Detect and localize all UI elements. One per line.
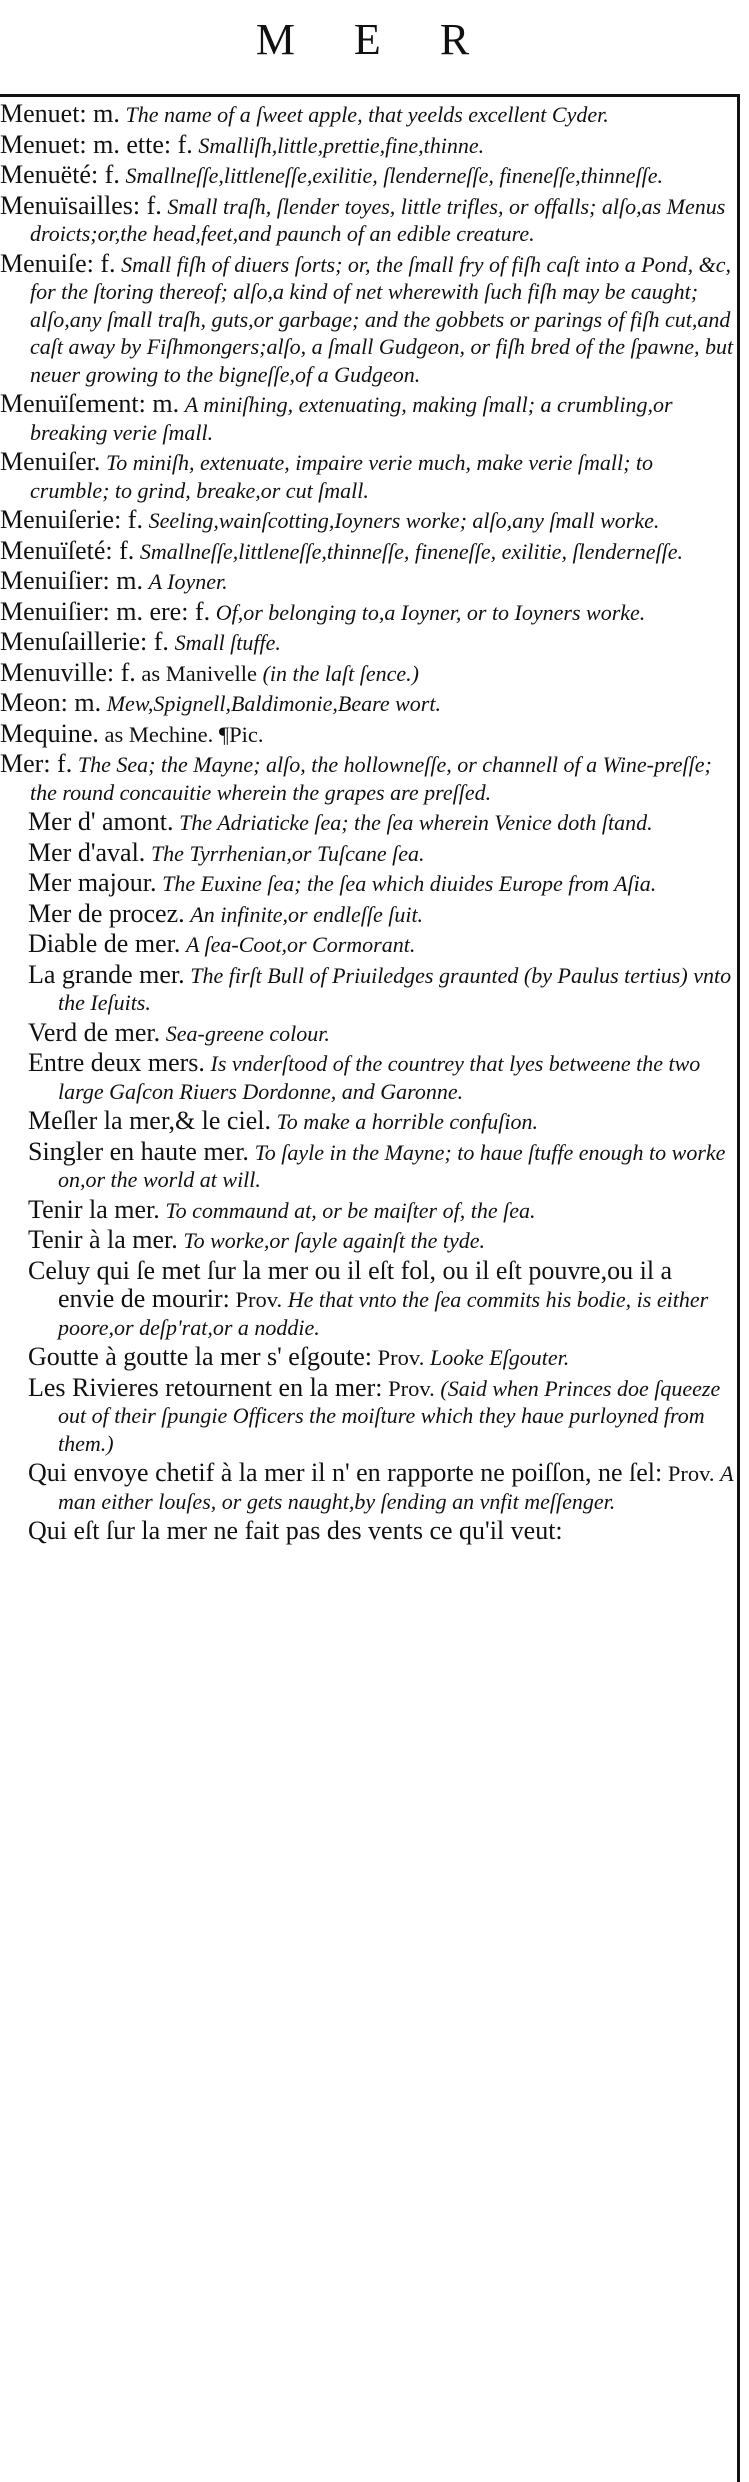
header-rule — [0, 94, 740, 97]
entry-headword: Celuy qui ſe met ſur la mer ou il eſt fol, ou il eſt pouvre,ou il a envie de mourir: — [28, 1255, 673, 1313]
entry-headword: La grande mer. — [28, 959, 185, 989]
dictionary-entry — [0, 1257, 734, 1342]
dictionary-entry — [0, 390, 734, 446]
entry-definition: Of,or belonging to,a Ioyner, or to Ioyners worke. — [215, 599, 646, 625]
entry-definition: Small ſtuffe. — [174, 630, 281, 655]
dictionary-entry — [0, 961, 734, 1017]
dictionary-entry — [0, 250, 734, 389]
entry-headword: Mer d'aval. — [28, 837, 146, 867]
page-header: M E R — [255, 15, 494, 64]
entry-definition: To make a horrible confuſion. — [276, 1109, 538, 1134]
entry-grammar: as Mechine. ¶Pic. — [104, 721, 264, 747]
entry-definition: To worke,or ſayle againſt the tyde. — [183, 1228, 486, 1253]
entry-headword: Menuiſier: m. — [0, 566, 143, 595]
entry-definition: Small traſh, ſlender toyes, little trifles, or offalls; alſo,as Menus droicts;or,the head,feet,and paunch of an edible creature. — [30, 193, 726, 246]
entry-definition: Smallneſſe,littleneſſe,exilitie, ſlenderneſſe, fineneſſe,thinneſſe. — [125, 163, 664, 188]
entry-headword: Diable de mer. — [28, 929, 181, 958]
entry-list — [0, 100, 734, 1548]
entry-headword: Entre deux mers. — [28, 1048, 205, 1077]
entry-headword: Menuïſement: m. — [0, 389, 180, 418]
entry-definition: Seeling,wainſcotting,Ioyners worke; alſo,any ſmall worke. — [148, 508, 660, 533]
dictionary-entry — [0, 192, 734, 248]
entry-definition: Looke Eſgouter. — [429, 1345, 570, 1370]
dictionary-entry — [0, 720, 734, 749]
entry-headword: Singler en haute mer. — [28, 1136, 249, 1166]
dictionary-entry — [0, 100, 734, 129]
dictionary-entry — [0, 131, 734, 160]
dictionary-entry — [0, 598, 734, 627]
dictionary-entry — [0, 1019, 734, 1048]
entry-definition: A man either louſes, or gets naught,by ſending an vnfit meſſenger. — [58, 1461, 734, 1514]
entry-headword: Tenir la mer. — [28, 1194, 160, 1224]
dictionary-entry — [0, 659, 734, 688]
dictionary-entry — [0, 900, 734, 929]
entry-definition: Smallneſſe,littleneſſe,thinneſſe, fineneſſe, exilitie, ſlenderneſſe. — [139, 538, 684, 564]
dictionary-entry — [0, 689, 734, 718]
entry-headword: Mequine. — [0, 718, 99, 748]
entry-definition: Is vnderſtood of the countrey that lyes betweene the two large Gaſcon Riuers Dordonne, and Garonne. — [58, 1051, 701, 1104]
dictionary-entry — [0, 1196, 734, 1225]
entry-headword: Menuiſier: m. ere: f. — [0, 596, 211, 626]
entry-definition: Sea-greene colour. — [165, 1020, 330, 1046]
dictionary-entry — [0, 1107, 734, 1136]
entry-definition: The Euxine ſea; the ſea which diuides Europe from Aſia. — [162, 871, 657, 896]
dictionary-entry — [0, 839, 734, 868]
entry-headword: Menuet: m. — [0, 99, 120, 128]
entry-definition: (in the laſt ſence.) — [262, 660, 419, 686]
entry-headword: Tenir à la mer. — [28, 1225, 178, 1254]
entry-headword: Qui eſt ſur la mer ne fait pas des vents ce qu'il veut: — [28, 1516, 563, 1545]
entry-definition: The Tyrrhenian,or Tuſcane ſea. — [150, 840, 425, 866]
entry-headword: Meon: m. — [0, 688, 102, 717]
dictionary-entry — [0, 1459, 734, 1515]
entry-grammar: Prov. — [235, 1287, 283, 1312]
entry-headword: Goutte à goutte la mer s' eſgoute: — [28, 1342, 373, 1371]
dictionary-entry — [0, 1517, 734, 1546]
entry-definition: (Said when Princes doe ſqueeze out of their ſpungie Officers the moiſture which they haue purloyned from them.) — [58, 1375, 721, 1456]
entry-headword: Menuville: f. — [0, 657, 136, 687]
entry-definition: Mew,Spignell,Baldimonie,Beare wort. — [106, 691, 441, 716]
entry-definition: To ſayle in the Mayne; to haue ſtuffe enough to worke on,or the world at will. — [58, 1139, 726, 1192]
dictionary-entry — [0, 567, 734, 596]
entry-definition: A ſea-Coot,or Cormorant. — [185, 932, 416, 957]
entry-headword: Menuïsailles: f. — [0, 190, 162, 220]
dictionary-entry — [0, 808, 734, 837]
entry-definition: Small fiſh of diuers ſorts; or, the ſmall fry of fiſh caſt into a Pond, &c, for the ſtoring thereof; alſo,a kind of net wherewith ſuch fiſh may be caught; alſo,any ſmall traſh, guts,or garbage; and the gobbets or parings of fiſh cut,and caſt away by Fiſhmongers;alſo, a ſmall Gudgeon, or fiſh bred of the ſpawne, but neuer growing to the bigneſſe,of a Gudgeon. — [30, 251, 734, 387]
entry-definition: He that vnto the ſea commits his bodie, is either poore,or deſp'rat,or a noddie. — [58, 1287, 709, 1340]
entry-definition: Smalliſh,little,prettie,fine,thinne. — [198, 132, 485, 158]
entry-headword: Qui envoye chetif à la mer il n' en rapporte ne poiſſon, ne ſel: — [28, 1458, 663, 1487]
entry-definition: To miniſh, extenuate, impaire verie much, make verie ſmall; to crumble; to grind, breake,or cut ſmall. — [30, 450, 654, 503]
entry-definition: The firſt Bull of Priuiledges graunted (by Paulus tertius) vnto the Ieſuits. — [58, 962, 732, 1015]
dictionary-entry — [0, 506, 734, 535]
entry-headword: Menuiſerie: f. — [0, 505, 143, 534]
dictionary-entry — [0, 750, 734, 806]
dictionary-entry — [0, 930, 734, 959]
dictionary-entry — [0, 537, 734, 566]
entry-headword: Mer de procez. — [28, 898, 185, 928]
dictionary-entry — [0, 1138, 734, 1194]
entry-definition: An infinite,or endleſſe ſuit. — [190, 901, 424, 927]
entry-definition: The Sea; the Mayne; alſo, the hollowneſſe, or channell of a Wine-preſſe; the round concauitie wherein the grapes are preſſed. — [30, 752, 712, 805]
entry-headword: Mer majour. — [28, 868, 157, 897]
entry-headword: Menuiſer. — [0, 447, 101, 476]
entry-definition: To commaund at, or be maiſter of, the ſea. — [165, 1197, 536, 1223]
entry-headword: Menuïſeté: f. — [0, 535, 135, 565]
dictionary-entry — [0, 161, 734, 190]
dictionary-entry — [0, 1049, 734, 1105]
dictionary-entry — [0, 869, 734, 898]
entry-grammar: Prov. — [377, 1345, 425, 1370]
entry-headword: Les Rivieres retournent en la mer: — [28, 1372, 383, 1402]
entry-headword: Menuëté: f. — [0, 160, 120, 189]
entry-definition: The name of a ſweet apple, that yeelds excellent Cyder. — [125, 102, 609, 127]
column-rule — [737, 94, 740, 2482]
entry-headword: Mer d' amont. — [28, 807, 174, 836]
entry-definition: The Adriaticke ſea; the ſea wherein Venice doth ſtand. — [179, 810, 653, 835]
entry-grammar: Prov. — [388, 1375, 435, 1401]
entry-grammar: Prov. — [667, 1461, 715, 1486]
entry-headword: Menuſaillerie: f. — [0, 627, 169, 656]
entry-headword: Menuet: m. ette: f. — [0, 129, 193, 159]
dictionary-entry — [0, 628, 734, 657]
entry-grammar: as Manivelle — [141, 660, 257, 686]
dictionary-entry — [0, 1343, 734, 1372]
entry-headword: Mer: f. — [0, 749, 73, 778]
dictionary-entry — [0, 1374, 734, 1458]
entry-headword: Meſler la mer,& le ciel. — [28, 1106, 271, 1135]
entry-headword: Menuiſe: f. — [0, 248, 116, 278]
dictionary-entry — [0, 448, 734, 504]
entry-definition: A miniſhing, extenuating, making ſmall; a crumbling,or breaking verie ſmall. — [30, 392, 673, 445]
entry-definition: A Ioyner. — [148, 569, 228, 594]
entry-headword: Verd de mer. — [28, 1017, 161, 1047]
dictionary-entry — [0, 1226, 734, 1255]
